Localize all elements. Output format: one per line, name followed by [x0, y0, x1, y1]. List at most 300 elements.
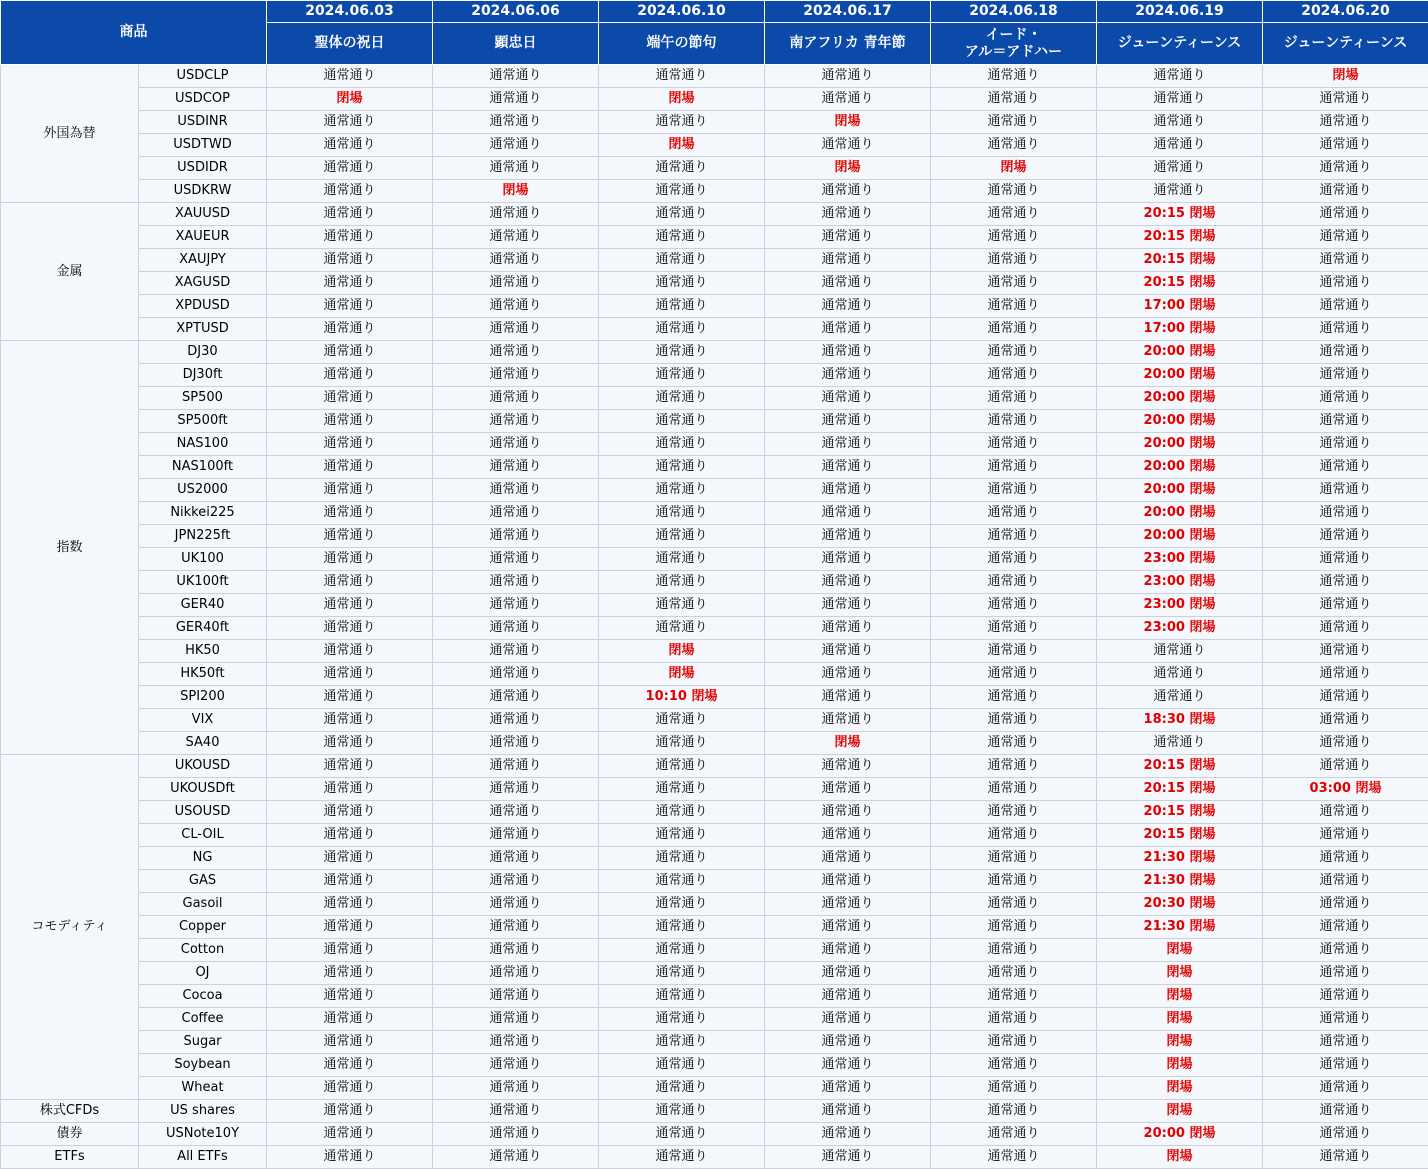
status-cell: 通常通り — [599, 65, 765, 88]
table-row — [1, 272, 1428, 295]
table-row — [1, 295, 1428, 318]
status-cell: 通常通り — [1263, 502, 1428, 525]
product-cell: US2000 — [139, 479, 267, 502]
category-cell: ETFs — [1, 1146, 139, 1169]
status-cell: 通常通り — [433, 272, 599, 295]
status-cell: 通常通り — [1263, 824, 1428, 847]
status-cell: 通常通り — [599, 617, 765, 640]
status-cell: 通常通り — [433, 249, 599, 272]
table-body — [1, 65, 1428, 1169]
status-cell: 通常通り — [599, 502, 765, 525]
table-row — [1, 364, 1428, 387]
status-cell: 20:00 閉場 — [1097, 433, 1263, 456]
table-row — [1, 134, 1428, 157]
status-cell: 通常通り — [433, 893, 599, 916]
status-cell: 20:00 閉場 — [1097, 364, 1263, 387]
product-cell: USDKRW — [139, 180, 267, 203]
status-cell: 通常通り — [765, 525, 931, 548]
holiday-header: 端午の節句 — [599, 23, 765, 65]
status-cell: 通常通り — [267, 594, 433, 617]
status-cell: 通常通り — [599, 479, 765, 502]
table-row — [1, 617, 1428, 640]
status-cell: 通常通り — [765, 65, 931, 88]
status-cell: 通常通り — [433, 502, 599, 525]
product-cell: XAUJPY — [139, 249, 267, 272]
product-cell: Sugar — [139, 1031, 267, 1054]
status-cell: 21:30 閉場 — [1097, 916, 1263, 939]
status-cell: 通常通り — [267, 1100, 433, 1123]
status-cell: 通常通り — [599, 1031, 765, 1054]
status-cell: 通常通り — [765, 824, 931, 847]
status-cell: 通常通り — [433, 916, 599, 939]
status-cell: 通常通り — [931, 433, 1097, 456]
status-cell: 通常通り — [931, 916, 1097, 939]
status-cell: 通常通り — [267, 801, 433, 824]
status-cell: 通常通り — [1263, 272, 1428, 295]
status-cell: 通常通り — [267, 571, 433, 594]
status-cell: 通常通り — [931, 778, 1097, 801]
status-cell: 通常通り — [765, 249, 931, 272]
product-cell: OJ — [139, 962, 267, 985]
status-cell: 17:00 閉場 — [1097, 318, 1263, 341]
status-cell: 通常通り — [765, 1077, 931, 1100]
status-cell: 通常通り — [765, 364, 931, 387]
product-cell: UK100 — [139, 548, 267, 571]
status-cell: 通常通り — [765, 801, 931, 824]
table-row — [1, 410, 1428, 433]
status-cell: 通常通り — [765, 410, 931, 433]
status-cell: 20:30 閉場 — [1097, 893, 1263, 916]
status-cell: 通常通り — [267, 893, 433, 916]
status-cell: 通常通り — [931, 249, 1097, 272]
status-cell: 通常通り — [931, 571, 1097, 594]
product-header: 商品 — [1, 1, 267, 65]
status-cell: 通常通り — [931, 525, 1097, 548]
table-row — [1, 778, 1428, 801]
status-cell: 通常通り — [931, 456, 1097, 479]
status-cell: 通常通り — [765, 571, 931, 594]
status-cell: 通常通り — [433, 364, 599, 387]
status-cell: 通常通り — [433, 1054, 599, 1077]
category-cell: 外国為替 — [1, 65, 139, 203]
status-cell: 通常通り — [433, 525, 599, 548]
product-cell: SA40 — [139, 732, 267, 755]
product-cell: USDINR — [139, 111, 267, 134]
status-cell: 20:15 閉場 — [1097, 778, 1263, 801]
status-cell: 通常通り — [1263, 962, 1428, 985]
status-cell: 通常通り — [599, 180, 765, 203]
status-cell: 通常通り — [433, 456, 599, 479]
product-cell: USDCLP — [139, 65, 267, 88]
status-cell: 閉場 — [1097, 962, 1263, 985]
product-cell: Soybean — [139, 1054, 267, 1077]
status-cell: 通常通り — [267, 203, 433, 226]
status-cell: 通常通り — [267, 249, 433, 272]
status-cell: 閉場 — [931, 157, 1097, 180]
status-cell: 通常通り — [267, 870, 433, 893]
status-cell: 通常通り — [931, 226, 1097, 249]
product-cell: XAGUSD — [139, 272, 267, 295]
status-cell: 通常通り — [1263, 479, 1428, 502]
status-cell: 通常通り — [931, 1077, 1097, 1100]
status-cell: 通常通り — [1097, 180, 1263, 203]
product-cell: VIX — [139, 709, 267, 732]
status-cell: 通常通り — [931, 1100, 1097, 1123]
status-cell: 通常通り — [599, 1008, 765, 1031]
status-cell: 通常通り — [931, 640, 1097, 663]
status-cell: 20:00 閉場 — [1097, 1123, 1263, 1146]
status-cell: 通常通り — [433, 341, 599, 364]
status-cell: 通常通り — [433, 295, 599, 318]
table-row — [1, 456, 1428, 479]
status-cell: 通常通り — [433, 663, 599, 686]
status-cell: 通常通り — [765, 502, 931, 525]
status-cell: 通常通り — [267, 65, 433, 88]
status-cell: 通常通り — [433, 755, 599, 778]
status-cell: 通常通り — [599, 341, 765, 364]
product-cell: XPTUSD — [139, 318, 267, 341]
status-cell: 通常通り — [433, 1008, 599, 1031]
status-cell: 通常通り — [765, 295, 931, 318]
status-cell: 21:30 閉場 — [1097, 870, 1263, 893]
status-cell: 通常通り — [267, 778, 433, 801]
status-cell: 通常通り — [765, 180, 931, 203]
status-cell: 通常通り — [931, 134, 1097, 157]
status-cell: 通常通り — [931, 1031, 1097, 1054]
status-cell: 通常通り — [931, 1008, 1097, 1031]
table-row — [1, 387, 1428, 410]
status-cell: 通常通り — [599, 709, 765, 732]
status-cell: 20:00 閉場 — [1097, 341, 1263, 364]
table-row — [1, 847, 1428, 870]
table-row — [1, 916, 1428, 939]
status-cell: 通常通り — [267, 847, 433, 870]
status-cell: 通常通り — [599, 1100, 765, 1123]
status-cell: 通常通り — [931, 686, 1097, 709]
status-cell: 通常通り — [433, 778, 599, 801]
status-cell: 通常通り — [765, 1123, 931, 1146]
table-row — [1, 686, 1428, 709]
status-cell: 通常通り — [765, 709, 931, 732]
status-cell: 通常通り — [267, 111, 433, 134]
table-row — [1, 1054, 1428, 1077]
status-cell: 18:30 閉場 — [1097, 709, 1263, 732]
product-cell: NAS100ft — [139, 456, 267, 479]
status-cell: 通常通り — [931, 962, 1097, 985]
holiday-header: イード・ アル＝アドハー — [931, 23, 1097, 65]
status-cell: 通常通り — [1263, 525, 1428, 548]
date-header-row — [1, 1, 1428, 23]
status-cell: 通常通り — [1263, 1077, 1428, 1100]
status-cell: 通常通り — [931, 847, 1097, 870]
status-cell: 通常通り — [1097, 157, 1263, 180]
status-cell: 通常通り — [765, 88, 931, 111]
status-cell: 通常通り — [1263, 433, 1428, 456]
status-cell: 通常通り — [267, 295, 433, 318]
status-cell: 通常通り — [765, 1100, 931, 1123]
status-cell: 通常通り — [599, 962, 765, 985]
status-cell: 通常通り — [1263, 249, 1428, 272]
status-cell: 通常通り — [1263, 663, 1428, 686]
status-cell: 通常通り — [765, 1031, 931, 1054]
status-cell: 通常通り — [433, 157, 599, 180]
status-cell: 通常通り — [931, 502, 1097, 525]
status-cell: 通常通り — [599, 939, 765, 962]
status-cell: 閉場 — [599, 663, 765, 686]
table-row — [1, 1100, 1428, 1123]
table-row — [1, 525, 1428, 548]
status-cell: 通常通り — [1263, 939, 1428, 962]
status-cell: 閉場 — [1097, 1008, 1263, 1031]
status-cell: 通常通り — [1097, 111, 1263, 134]
status-cell: 通常通り — [267, 410, 433, 433]
status-cell: 通常通り — [433, 1100, 599, 1123]
status-cell: 閉場 — [1263, 65, 1428, 88]
status-cell: 通常通り — [931, 1146, 1097, 1169]
product-cell: USNote10Y — [139, 1123, 267, 1146]
product-cell: Copper — [139, 916, 267, 939]
status-cell: 通常通り — [931, 594, 1097, 617]
status-cell: 通常通り — [931, 801, 1097, 824]
status-cell: 通常通り — [267, 226, 433, 249]
status-cell: 通常通り — [931, 893, 1097, 916]
status-cell: 通常通り — [433, 1031, 599, 1054]
status-cell: 通常通り — [599, 870, 765, 893]
status-cell: 通常通り — [267, 686, 433, 709]
status-cell: 通常通り — [931, 939, 1097, 962]
status-cell: 通常通り — [765, 916, 931, 939]
status-cell: 通常通り — [599, 525, 765, 548]
table-row — [1, 479, 1428, 502]
date-header: 2024.06.17 — [765, 1, 931, 23]
status-cell: 通常通り — [267, 709, 433, 732]
status-cell: 通常通り — [433, 594, 599, 617]
status-cell: 通常通り — [267, 456, 433, 479]
status-cell: 通常通り — [599, 410, 765, 433]
status-cell: 通常通り — [433, 709, 599, 732]
status-cell: 通常通り — [1097, 732, 1263, 755]
product-cell: Wheat — [139, 1077, 267, 1100]
status-cell: 21:30 閉場 — [1097, 847, 1263, 870]
status-cell: 通常通り — [1263, 1031, 1428, 1054]
status-cell: 通常通り — [931, 341, 1097, 364]
status-cell: 通常通り — [599, 226, 765, 249]
status-cell: 23:00 閉場 — [1097, 571, 1263, 594]
status-cell: 通常通り — [599, 433, 765, 456]
status-cell: 閉場 — [1097, 1146, 1263, 1169]
status-cell: 17:00 閉場 — [1097, 295, 1263, 318]
product-cell: XPDUSD — [139, 295, 267, 318]
status-cell: 通常通り — [1263, 594, 1428, 617]
status-cell: 通常通り — [1263, 88, 1428, 111]
product-cell: US shares — [139, 1100, 267, 1123]
status-cell: 通常通り — [765, 479, 931, 502]
status-cell: 通常通り — [1263, 801, 1428, 824]
status-cell: 通常通り — [931, 709, 1097, 732]
status-cell: 通常通り — [1097, 88, 1263, 111]
table-row — [1, 939, 1428, 962]
status-cell: 通常通り — [931, 318, 1097, 341]
status-cell: 通常通り — [433, 548, 599, 571]
status-cell: 20:00 閉場 — [1097, 479, 1263, 502]
product-cell: XAUUSD — [139, 203, 267, 226]
status-cell: 通常通り — [765, 686, 931, 709]
status-cell: 通常通り — [267, 134, 433, 157]
status-cell: 通常通り — [931, 617, 1097, 640]
status-cell: 通常通り — [267, 1031, 433, 1054]
holiday-header: 顕忠日 — [433, 23, 599, 65]
status-cell: 通常通り — [433, 387, 599, 410]
category-cell: コモディティ — [1, 755, 139, 1100]
status-cell: 20:00 閉場 — [1097, 502, 1263, 525]
status-cell: 通常通り — [1263, 617, 1428, 640]
status-cell: 通常通り — [765, 134, 931, 157]
table-row — [1, 341, 1428, 364]
date-header: 2024.06.10 — [599, 1, 765, 23]
product-cell: All ETFs — [139, 1146, 267, 1169]
status-cell: 通常通り — [267, 548, 433, 571]
product-cell: USOUSD — [139, 801, 267, 824]
status-cell: 通常通り — [1263, 755, 1428, 778]
status-cell: 20:15 閉場 — [1097, 249, 1263, 272]
status-cell: 通常通り — [599, 387, 765, 410]
status-cell: 通常通り — [599, 111, 765, 134]
product-cell: XAUEUR — [139, 226, 267, 249]
table-row — [1, 502, 1428, 525]
status-cell: 通常通り — [1263, 364, 1428, 387]
table-row — [1, 111, 1428, 134]
status-cell: 通常通り — [765, 870, 931, 893]
status-cell: 通常通り — [267, 916, 433, 939]
holiday-header: 聖体の祝日 — [267, 23, 433, 65]
status-cell: 20:15 閉場 — [1097, 755, 1263, 778]
product-cell: UK100ft — [139, 571, 267, 594]
status-cell: 通常通り — [931, 755, 1097, 778]
table-row — [1, 1008, 1428, 1031]
status-cell: 通常通り — [599, 985, 765, 1008]
table-row — [1, 1077, 1428, 1100]
status-cell: 通常通り — [931, 203, 1097, 226]
product-cell: SP500 — [139, 387, 267, 410]
status-cell: 通常通り — [433, 410, 599, 433]
table-row — [1, 571, 1428, 594]
status-cell: 通常通り — [433, 571, 599, 594]
status-cell: 通常通り — [267, 318, 433, 341]
status-cell: 通常通り — [599, 249, 765, 272]
product-cell: GER40ft — [139, 617, 267, 640]
status-cell: 通常通り — [267, 617, 433, 640]
product-cell: SPI200 — [139, 686, 267, 709]
table-row — [1, 180, 1428, 203]
product-cell: GER40 — [139, 594, 267, 617]
status-cell: 通常通り — [433, 824, 599, 847]
status-cell: 通常通り — [1097, 65, 1263, 88]
status-cell: 通常通り — [267, 939, 433, 962]
status-cell: 通常通り — [1263, 985, 1428, 1008]
status-cell: 通常通り — [267, 341, 433, 364]
table-row — [1, 801, 1428, 824]
status-cell: 閉場 — [599, 134, 765, 157]
product-cell: Coffee — [139, 1008, 267, 1031]
status-cell: 通常通り — [765, 893, 931, 916]
status-cell: 通常通り — [599, 824, 765, 847]
status-cell: 通常通り — [599, 755, 765, 778]
status-cell: 閉場 — [765, 732, 931, 755]
table-row — [1, 88, 1428, 111]
status-cell: 通常通り — [765, 456, 931, 479]
table-header — [1, 1, 1428, 65]
table-row — [1, 203, 1428, 226]
table-row — [1, 1146, 1428, 1169]
table-row — [1, 249, 1428, 272]
category-cell: 債券 — [1, 1123, 139, 1146]
status-cell: 通常通り — [1263, 134, 1428, 157]
table-row — [1, 157, 1428, 180]
product-cell: DJ30 — [139, 341, 267, 364]
status-cell: 通常通り — [765, 778, 931, 801]
status-cell: 通常通り — [765, 847, 931, 870]
status-cell: 通常通り — [931, 1123, 1097, 1146]
status-cell: 通常通り — [765, 663, 931, 686]
status-cell: 通常通り — [267, 364, 433, 387]
status-cell: 通常通り — [1263, 387, 1428, 410]
status-cell: 通常通り — [433, 962, 599, 985]
status-cell: 通常通り — [1263, 732, 1428, 755]
status-cell: 通常通り — [1263, 916, 1428, 939]
status-cell: 通常通り — [931, 65, 1097, 88]
status-cell: 通常通り — [599, 1123, 765, 1146]
date-header: 2024.06.20 — [1263, 1, 1428, 23]
table-row — [1, 226, 1428, 249]
table-row — [1, 433, 1428, 456]
status-cell: 通常通り — [1263, 1054, 1428, 1077]
status-cell: 通常通り — [267, 1123, 433, 1146]
status-cell: 通常通り — [267, 433, 433, 456]
status-cell: 通常通り — [599, 594, 765, 617]
table-row — [1, 1123, 1428, 1146]
product-cell: SP500ft — [139, 410, 267, 433]
status-cell: 閉場 — [1097, 1054, 1263, 1077]
status-cell: 通常通り — [599, 916, 765, 939]
status-cell: 通常通り — [931, 111, 1097, 134]
status-cell: 通常通り — [931, 180, 1097, 203]
status-cell: 通常通り — [267, 755, 433, 778]
status-cell: 通常通り — [599, 801, 765, 824]
status-cell: 通常通り — [433, 640, 599, 663]
status-cell: 通常通り — [267, 180, 433, 203]
status-cell: 通常通り — [1097, 686, 1263, 709]
status-cell: 通常通り — [1263, 111, 1428, 134]
status-cell: 通常通り — [267, 479, 433, 502]
status-cell: 通常通り — [1097, 663, 1263, 686]
status-cell: 通常通り — [1263, 226, 1428, 249]
status-cell: 通常通り — [599, 364, 765, 387]
date-header: 2024.06.19 — [1097, 1, 1263, 23]
product-cell: NG — [139, 847, 267, 870]
status-cell: 通常通り — [1263, 1100, 1428, 1123]
table-row — [1, 640, 1428, 663]
status-cell: 20:15 閉場 — [1097, 824, 1263, 847]
status-cell: 通常通り — [765, 318, 931, 341]
status-cell: 通常通り — [931, 985, 1097, 1008]
product-cell: Gasoil — [139, 893, 267, 916]
status-cell: 通常通り — [267, 824, 433, 847]
status-cell: 通常通り — [931, 824, 1097, 847]
status-cell: 通常通り — [931, 548, 1097, 571]
status-cell: 通常通り — [1263, 341, 1428, 364]
table-row — [1, 824, 1428, 847]
category-cell: 金属 — [1, 203, 139, 341]
